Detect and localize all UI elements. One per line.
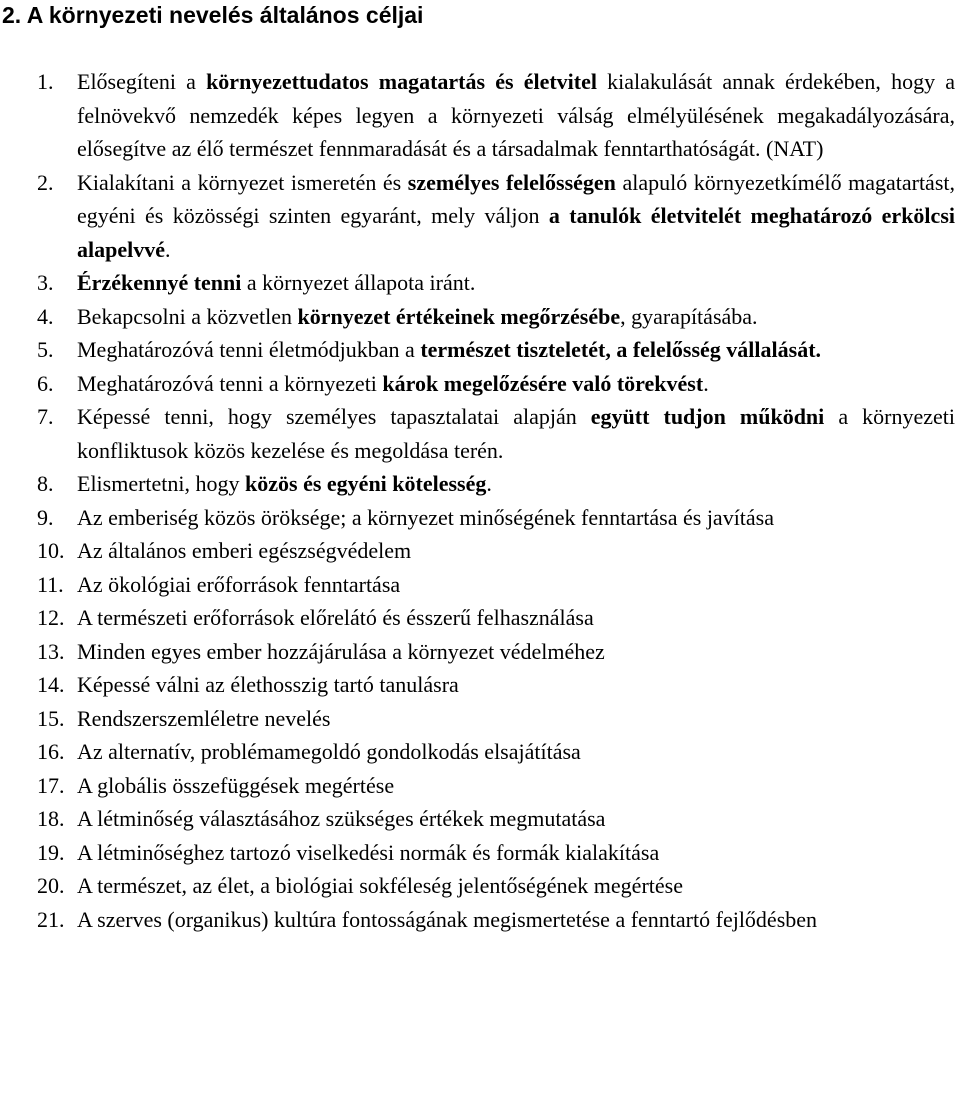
goal-number: 16. <box>37 739 65 764</box>
goal-text: Elismertetni, hogy <box>77 471 246 496</box>
goal-number: 2. <box>37 169 54 195</box>
goal-text: a környezeti konfliktusok közös kezelése és megoldása terén. <box>77 404 956 463</box>
goal-number: 6. <box>37 370 54 396</box>
goal-text: , gyarapításába. <box>620 303 758 329</box>
goal-item <box>37 501 955 535</box>
goal-item <box>37 601 955 635</box>
goal-text: Képessé válni az élethosszig tartó tanulásra <box>77 672 459 697</box>
goal-number: 19. <box>37 839 65 865</box>
goal-text: Minden egyes ember hozzájárulása a környezet védelméhez <box>77 638 605 664</box>
goal-text: Meghatározóvá tenni a környezeti <box>77 370 383 396</box>
goal-text: kialakulását annak érdekében, hogy a felnövekvő nemzedék képes legyen a környezeti válság elmélyülésének megakadályozására, elősegítve az élő természet fennmaradását és a társadalmak fenntarthatóságát. (NAT) <box>77 69 955 161</box>
goal-item <box>37 668 955 702</box>
goal-text: Az általános emberi egészségvédelem <box>77 538 412 563</box>
goal-item <box>37 534 955 568</box>
goal-item <box>37 367 955 401</box>
goal-number: 8. <box>37 471 54 496</box>
goal-number: 5. <box>37 337 54 362</box>
goal-item <box>37 702 955 736</box>
goal-item <box>37 903 955 937</box>
goal-text: A szerves (organikus) kultúra fontosságának megismertetése a fenntartó fejlődésben <box>77 906 818 932</box>
goal-number: 7. <box>37 404 54 429</box>
goal-item <box>37 735 955 769</box>
goal-item <box>37 266 955 300</box>
goal-text-bold: környezet értékeinek megőrzésébe <box>297 303 621 329</box>
goal-item <box>37 166 955 267</box>
goal-text: Kialakítani a környezet ismeretén és <box>77 169 408 195</box>
goal-item <box>37 802 955 836</box>
goal-text: Az emberiség közös öröksége; a környezet minőségének fenntartása és javítása <box>77 504 775 530</box>
goal-text-bold: természet tiszteletét, a felelősség vállalását. <box>420 337 822 362</box>
goal-text: Elősegíteni a <box>77 69 207 94</box>
goal-text: Az alternatív, problémamegoldó gondolkodás elsajátítása <box>77 739 581 764</box>
goal-number: 18. <box>37 806 65 831</box>
goal-number: 9. <box>37 504 54 530</box>
goal-text-bold: Érzékennyé tenni <box>77 270 242 295</box>
goal-text: Az ökológiai erőforrások fenntartása <box>77 571 401 597</box>
goal-text: A globális összefüggések megértése <box>77 772 395 798</box>
goal-number: 4. <box>37 303 54 329</box>
goal-item <box>37 869 955 903</box>
goal-text-bold: környezettudatos magatartás és életvitel <box>206 69 597 94</box>
goal-item <box>37 300 955 334</box>
goal-text-bold: együtt tudjon működni <box>590 404 825 429</box>
goal-number: 11. <box>37 571 64 597</box>
goal-item <box>37 568 955 602</box>
goals-list <box>37 65 955 936</box>
goal-number: 15. <box>37 705 65 731</box>
goal-number: 20. <box>37 873 65 898</box>
goal-item <box>37 769 955 803</box>
goal-text: Rendszerszemléletre nevelés <box>77 705 331 731</box>
goal-text-bold: személyes felelősségen <box>407 169 616 195</box>
goal-number: 13. <box>37 638 65 664</box>
goal-number: 14. <box>37 672 65 697</box>
goal-number: 21. <box>37 906 65 932</box>
goal-item <box>37 836 955 870</box>
goal-number: 10. <box>37 538 65 563</box>
goal-text-bold: károk megelőzésére való törekvést <box>382 370 704 396</box>
goal-text: Bekapcsolni a közvetlen <box>77 303 298 329</box>
section-heading: 2. A környezeti nevelés általános céljai <box>2 2 424 28</box>
goal-text: a környezet állapota iránt. <box>241 270 476 295</box>
goal-text: Meghatározóvá tenni életmódjukban a <box>77 337 421 362</box>
goal-text: A természeti erőforrások előrelátó és ésszerű felhasználása <box>77 605 594 630</box>
goal-number: 1. <box>37 69 54 94</box>
goal-text: A létminőséghez tartozó viselkedési normák és formák kialakítása <box>77 839 660 865</box>
goal-item <box>37 400 955 467</box>
goal-text: A létminőség választásához szükséges értékek megmutatása <box>77 806 606 831</box>
goal-number: 17. <box>37 772 65 798</box>
goal-number: 12. <box>37 605 65 630</box>
goal-number: 3. <box>37 270 54 295</box>
goal-text: . <box>703 370 709 396</box>
goal-item <box>37 65 955 166</box>
goal-item <box>37 467 955 501</box>
goal-text: . <box>165 236 171 262</box>
goal-text: alapuló környezetkímélő magatartást, egyéni és közösségi szinten egyaránt, mely váljon <box>77 169 955 228</box>
goal-item <box>37 635 955 669</box>
goal-text: A természet, az élet, a biológiai sokféleség jelentőségének megértése <box>77 873 683 898</box>
goal-text: . <box>486 471 492 496</box>
goal-text: Képessé tenni, hogy személyes tapasztalatai alapján <box>77 404 591 429</box>
goal-item <box>37 333 955 367</box>
goal-text-bold: közös és egyéni kötelesség <box>245 471 487 496</box>
goal-text-bold: a tanulók életvitelét meghatározó erkölcsi alapelvvé <box>77 203 955 262</box>
